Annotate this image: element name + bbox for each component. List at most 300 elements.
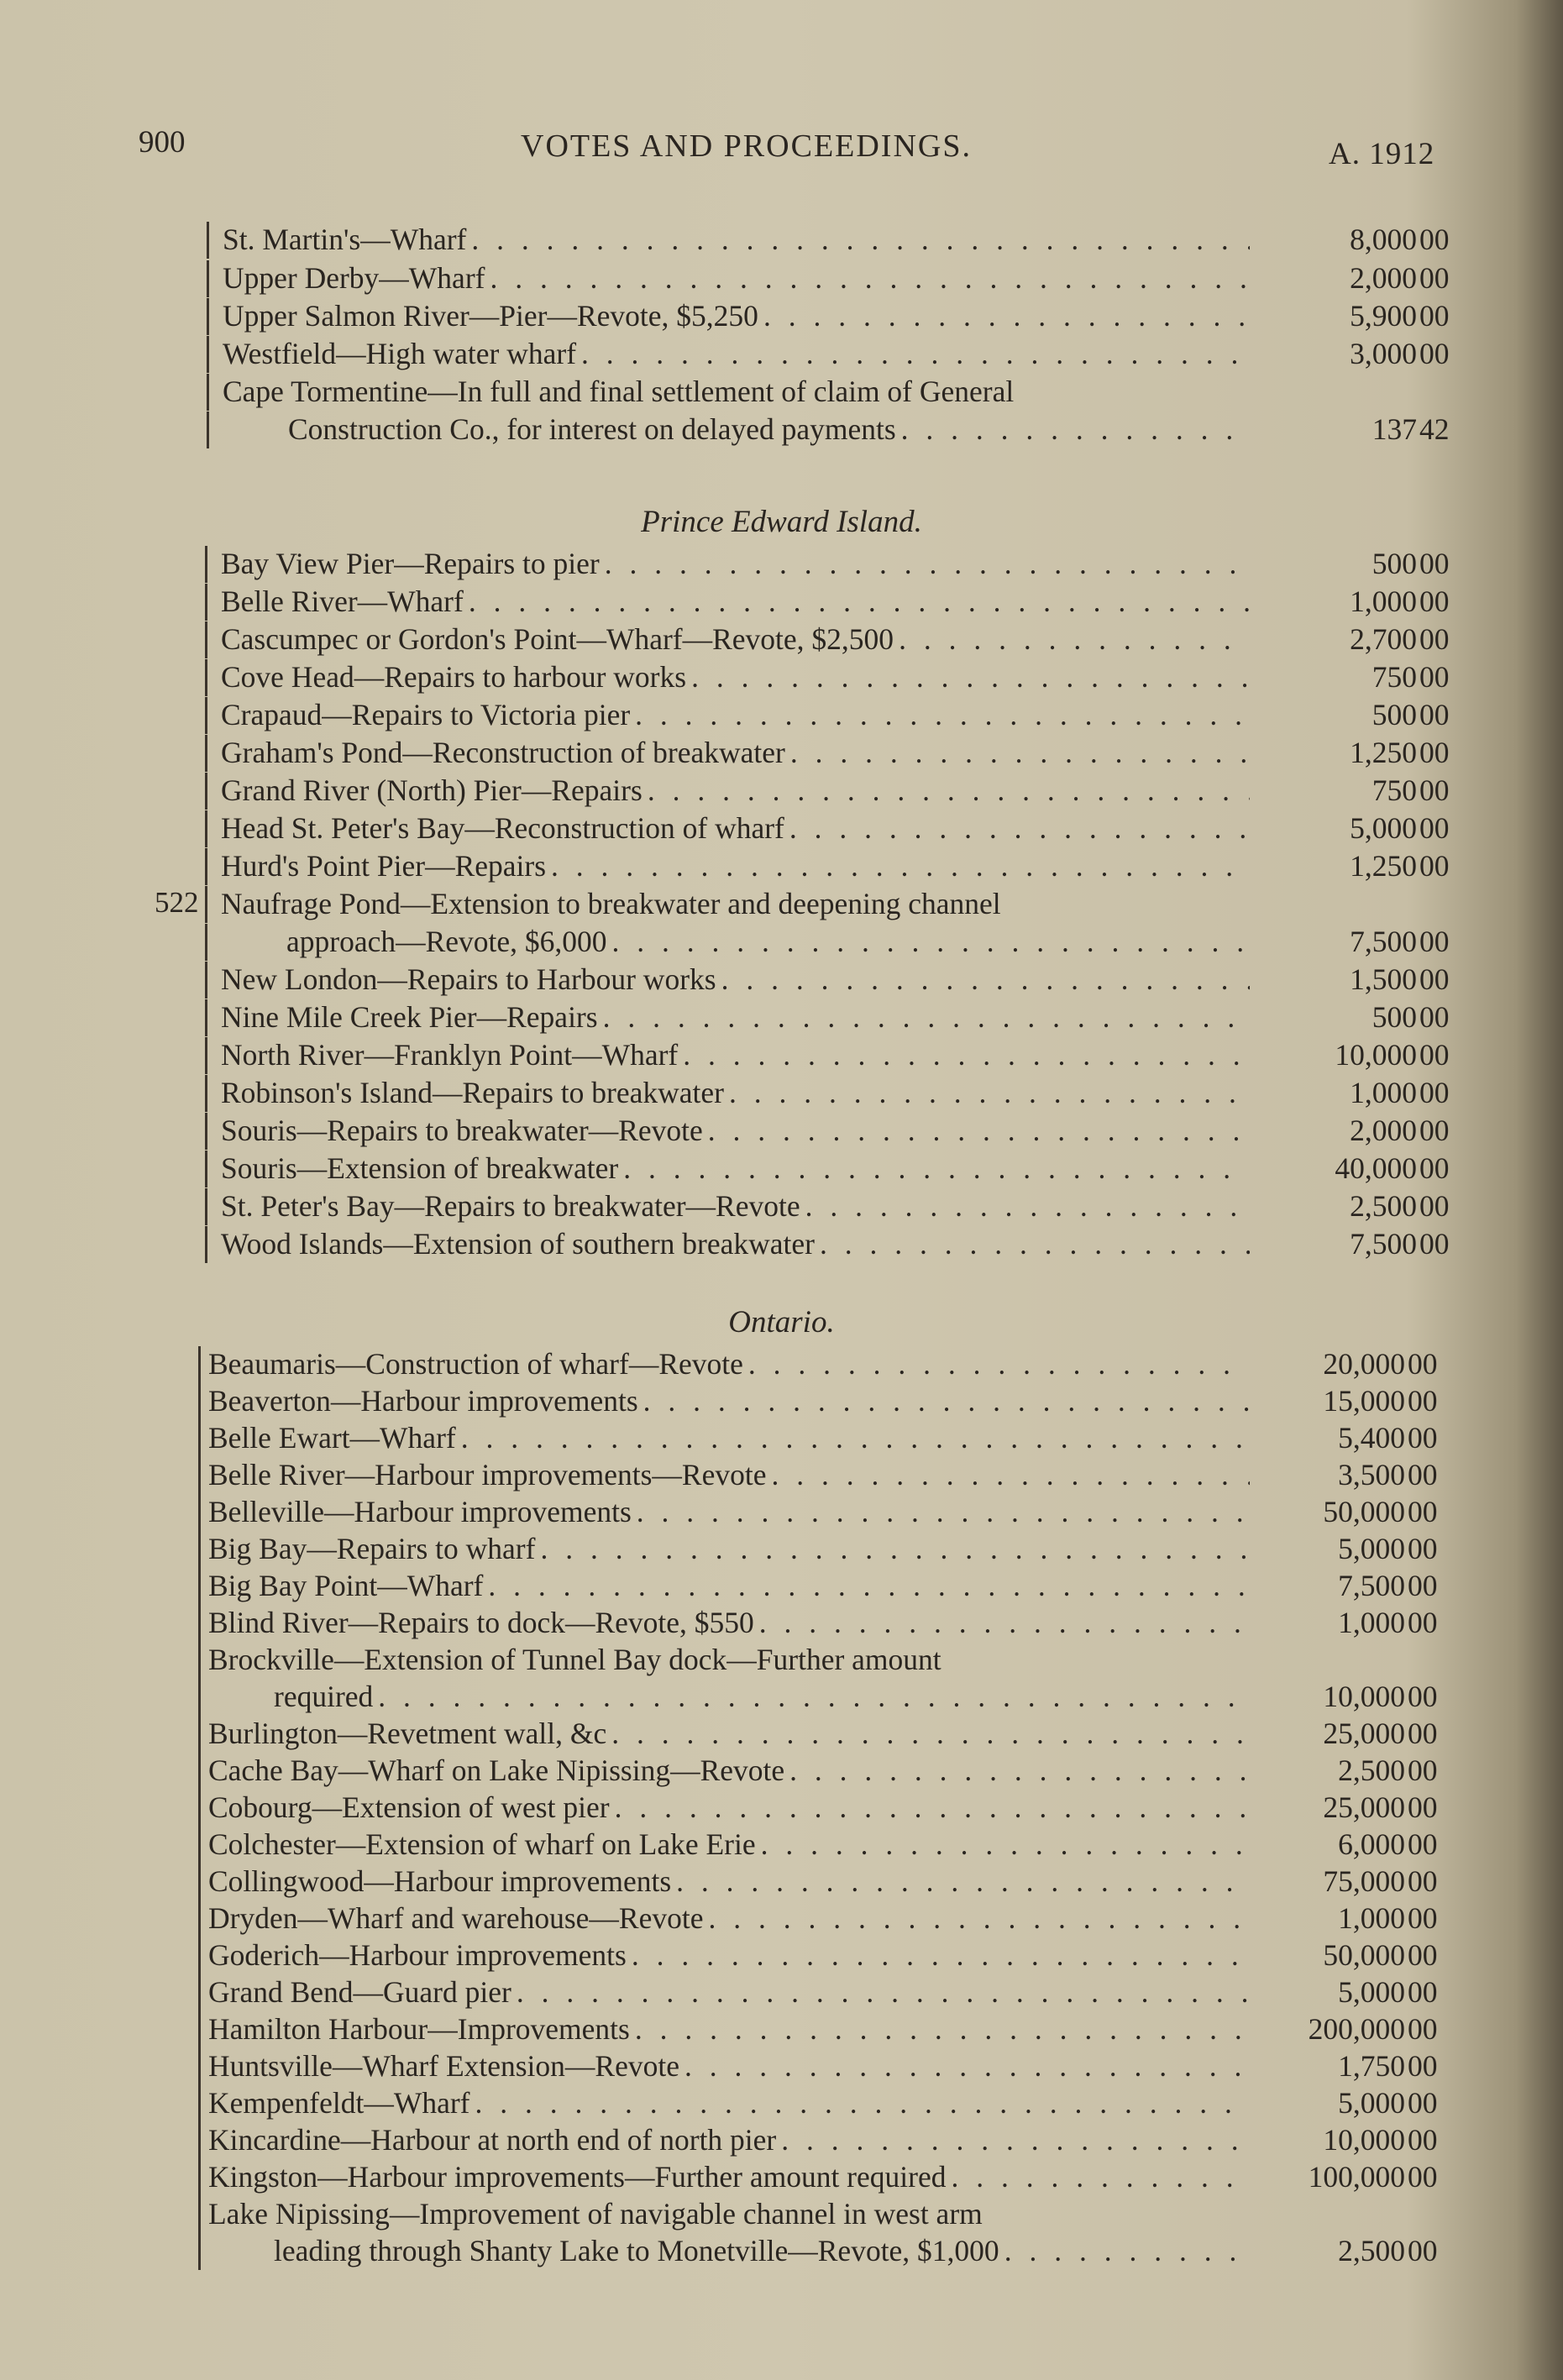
amount-cents: 00: [1408, 1754, 1438, 1787]
amount-cents: 00: [1408, 2234, 1438, 2267]
amount-dollars: 7,500: [1338, 1569, 1405, 1602]
table-row: [0, 962, 1563, 999]
amount-dollars: 3,000: [1350, 337, 1417, 370]
item-description: Burlington—Revetment wall, &c: [208, 1717, 607, 1750]
amount-dollars: 500: [1372, 698, 1417, 731]
amount-cents: 00: [1408, 1458, 1438, 1491]
dot-leader: [754, 1605, 1250, 1640]
brace-line: [205, 810, 207, 847]
amount-dollars: 20,000: [1323, 1347, 1405, 1381]
amount-cents: 00: [1408, 2160, 1438, 2194]
dot-leader: [784, 1753, 1250, 1788]
item-description: Brockville—Extension of Tunnel Bay dock—Further amount: [208, 1643, 941, 1676]
table-row: [0, 546, 1563, 583]
brace-line: [205, 1226, 207, 1263]
dot-leader: [511, 1974, 1250, 2010]
item-description: St. Martin's—Wharf: [223, 223, 467, 256]
item-entry: [221, 1075, 1250, 1110]
brace-line: [205, 1113, 207, 1150]
brace-line: [205, 621, 207, 658]
item-description: Kingston—Harbour improvements—Further amount required: [208, 2160, 947, 2194]
amount-cents: 00: [1408, 1717, 1438, 1750]
amount-cents: 42: [1419, 412, 1450, 446]
item-description: Big Bay—Repairs to wharf: [208, 1532, 536, 1565]
brace-line: [198, 2085, 201, 2122]
amount-dollars: 40,000: [1335, 1151, 1417, 1185]
item-entry: [208, 1974, 1250, 2010]
amount-cents: 00: [1419, 585, 1450, 618]
item-description: Kincardine—Harbour at north end of north pier: [208, 2123, 777, 2157]
dot-leader: [679, 2048, 1250, 2084]
amount-cents: 00: [1408, 1421, 1438, 1455]
item-entry: [208, 1864, 1250, 1899]
amount-dollars: 137: [1372, 412, 1417, 446]
table-row: [0, 810, 1563, 847]
table-row: [0, 374, 1563, 411]
dot-leader: [703, 1900, 1250, 1936]
amount-cents: 00: [1419, 698, 1450, 731]
item-description: Lake Nipissing—Improvement of navigable channel in west arm: [208, 2197, 983, 2231]
amount-dollars: 1,500: [1350, 962, 1417, 996]
amount-cents: 00: [1408, 2086, 1438, 2120]
dot-leader: [600, 546, 1250, 581]
brace-line: [198, 2233, 201, 2270]
margin-reference: 522: [155, 886, 199, 919]
dot-leader: [607, 924, 1250, 959]
dot-leader: [606, 1716, 1250, 1751]
amount-cents: 00: [1419, 1114, 1450, 1147]
section-heading: Prince Edward Island.: [641, 505, 922, 539]
item-entry: [208, 1753, 1250, 1788]
item-entry: [208, 1420, 1250, 1455]
item-description: required: [274, 1680, 374, 1713]
table-row: [0, 1188, 1563, 1225]
amount-cents: 00: [1408, 1680, 1438, 1713]
item-entry: [221, 773, 1250, 808]
amount-dollars: 2,500: [1338, 1754, 1405, 1787]
brace-line: [198, 1790, 201, 1827]
table-row: [0, 2233, 1563, 2270]
table-row: [0, 1864, 1563, 1900]
amount-dollars: 2,000: [1350, 1114, 1417, 1147]
brace-line: [198, 1494, 201, 1531]
item-description: Cache Bay—Wharf on Lake Nipissing—Revote: [208, 1754, 785, 1787]
table-row: [0, 886, 1563, 923]
item-description: Bay View Pier—Repairs to pier: [221, 547, 600, 580]
dot-leader: [373, 1679, 1250, 1714]
item-description: Belle River—Harbour improvements—Revote: [208, 1458, 767, 1491]
amount-cents: 00: [1419, 1076, 1450, 1109]
brace-line: [198, 2159, 201, 2196]
amount-cents: 00: [1408, 1864, 1438, 1898]
brace-line: [198, 2196, 201, 2233]
item-description: Cove Head—Repairs to harbour works: [221, 660, 687, 694]
amount-dollars: 5,000: [1338, 1532, 1405, 1565]
amount-dollars: 75,000: [1323, 1864, 1405, 1898]
brace-line: [205, 1075, 207, 1112]
item-entry: [221, 697, 1250, 732]
item-entry: [274, 1679, 1250, 1714]
brace-line: [205, 659, 207, 696]
item-entry: [223, 260, 1250, 296]
amount-cents: 00: [1419, 622, 1450, 656]
dot-leader: [686, 659, 1250, 695]
item-entry: [221, 1188, 1250, 1224]
item-entry: [208, 1457, 1250, 1492]
brace-line: [198, 1900, 201, 1937]
amount-cents: 00: [1408, 1569, 1438, 1602]
item-description: Goderich—Harbour improvements: [208, 1938, 627, 1972]
table-row: [0, 621, 1563, 658]
table-row: [0, 1346, 1563, 1383]
table-row: [0, 1679, 1563, 1716]
item-entry: [274, 2233, 1250, 2268]
brace-line: [198, 1864, 201, 1900]
table-row: [0, 999, 1563, 1036]
table-row: [0, 735, 1563, 772]
item-description: St. Peter's Bay—Repairs to breakwater—Revote: [221, 1189, 800, 1223]
amount-cents: 00: [1419, 299, 1450, 333]
item-description: Huntsville—Wharf Extension—Revote: [208, 2049, 679, 2083]
item-description: Cascumpec or Gordon's Point—Wharf—Revote, $2,500: [221, 622, 894, 656]
item-description: Hamilton Harbour—Improvements: [208, 2012, 630, 2046]
item-entry: [223, 336, 1250, 371]
amount-cents: 00: [1419, 962, 1450, 996]
item-entry: [208, 1383, 1250, 1418]
item-entry: [208, 1827, 1250, 1862]
item-description: Kempenfeldt—Wharf: [208, 2086, 470, 2120]
table-row: [0, 1420, 1563, 1457]
item-entry: [221, 621, 1250, 657]
dot-leader: [743, 1346, 1250, 1381]
dot-leader: [946, 2159, 1250, 2194]
amount-cents: 00: [1419, 1038, 1450, 1072]
brace-line: [207, 336, 209, 373]
dot-leader: [535, 1531, 1250, 1566]
amount-cents: 00: [1408, 1532, 1438, 1565]
amount-dollars: 6,000: [1338, 1827, 1405, 1861]
amount-dollars: 25,000: [1323, 1790, 1405, 1824]
amount-cents: 00: [1408, 1938, 1438, 1972]
amount-cents: 00: [1419, 660, 1450, 694]
dot-leader: [671, 1864, 1250, 1899]
item-entry: [221, 546, 1250, 581]
item-entry: [223, 374, 1250, 409]
item-description: Souris—Repairs to breakwater—Revote: [221, 1114, 703, 1147]
amount-dollars: 15,000: [1323, 1384, 1405, 1418]
table-row: [0, 1753, 1563, 1790]
table-row: [0, 1937, 1563, 1974]
item-description: Naufrage Pond—Extension to breakwater and deepening channel: [221, 887, 1001, 920]
dot-leader: [638, 1383, 1250, 1418]
amount-cents: 00: [1408, 1790, 1438, 1824]
dot-leader: [756, 1827, 1250, 1862]
item-entry: [288, 412, 1250, 447]
amount-cents: 00: [1419, 811, 1450, 845]
amount-cents: 00: [1408, 1827, 1438, 1861]
item-description: Robinson's Island—Repairs to breakwater: [221, 1076, 724, 1109]
brace-line: [205, 584, 207, 621]
brace-line: [205, 1151, 207, 1187]
amount-dollars: 7,500: [1350, 925, 1417, 958]
item-description: Belle Ewart—Wharf: [208, 1421, 456, 1455]
running-title: VOTES AND PROCEEDINGS.: [521, 128, 972, 164]
amount-dollars: 50,000: [1323, 1938, 1405, 1972]
brace-line: [205, 735, 207, 772]
brace-line: [207, 412, 209, 448]
brace-line: [198, 1642, 201, 1679]
amount-dollars: 5,000: [1338, 2086, 1405, 2120]
dot-leader: [758, 298, 1250, 333]
brace-line: [198, 1716, 201, 1753]
amount-cents: 00: [1419, 736, 1450, 769]
table-row: [0, 2085, 1563, 2122]
amount-cents: 00: [1419, 547, 1450, 580]
item-description: Souris—Extension of breakwater: [221, 1151, 619, 1185]
item-entry: [221, 1113, 1250, 1148]
table-row: [0, 924, 1563, 961]
amount-dollars: 7,500: [1350, 1227, 1417, 1261]
dot-leader: [466, 222, 1250, 257]
item-entry: [221, 1151, 1250, 1186]
item-description: Belleville—Harbour improvements: [208, 1495, 632, 1528]
table-row: [0, 260, 1563, 297]
dot-leader: [618, 1151, 1250, 1186]
amount-cents: 00: [1408, 2012, 1438, 2046]
amount-dollars: 10,000: [1323, 2123, 1405, 2157]
table-row: [0, 2159, 1563, 2196]
dot-leader: [546, 848, 1250, 883]
table-row: [0, 2196, 1563, 2233]
brace-line: [198, 1457, 201, 1494]
brace-line: [207, 222, 209, 259]
table-row: [0, 1457, 1563, 1494]
item-entry: [208, 1937, 1250, 1973]
item-entry: [208, 2159, 1250, 2194]
brace-line: [198, 2048, 201, 2085]
brace-line: [198, 1679, 201, 1716]
dot-leader: [785, 735, 1250, 770]
amount-cents: 00: [1419, 1227, 1450, 1261]
item-entry: [208, 1346, 1250, 1381]
item-entry: [221, 886, 1250, 921]
item-description: North River—Franklyn Point—Wharf: [221, 1038, 679, 1072]
amount-dollars: 5,900: [1350, 299, 1417, 333]
amount-cents: 00: [1419, 849, 1450, 883]
brace-line: [205, 924, 207, 961]
amount-cents: 00: [1419, 261, 1450, 295]
dot-leader: [610, 1790, 1250, 1825]
brace-line: [207, 260, 209, 297]
item-entry: [223, 222, 1250, 257]
brace-line: [198, 1605, 201, 1642]
amount-dollars: 200,000: [1308, 2012, 1405, 2046]
amount-cents: 00: [1419, 223, 1450, 256]
amount-cents: 00: [1419, 773, 1450, 807]
amount-cents: 00: [1408, 2123, 1438, 2157]
amount-dollars: 25,000: [1323, 1717, 1405, 1750]
item-entry: [221, 659, 1250, 695]
dot-leader: [678, 1037, 1250, 1072]
item-entry: [208, 2122, 1250, 2157]
amount-dollars: 1,000: [1338, 1901, 1405, 1935]
brace-line: [205, 773, 207, 810]
brace-line: [205, 962, 207, 999]
amount-cents: 00: [1408, 1495, 1438, 1528]
dot-leader: [776, 2122, 1250, 2157]
session-year: A. 1912: [1329, 137, 1435, 171]
table-row: [0, 1226, 1563, 1263]
amount-dollars: 10,000: [1335, 1038, 1417, 1072]
amount-dollars: 2,500: [1338, 2234, 1405, 2267]
table-row: [0, 2048, 1563, 2085]
amount-dollars: 8,000: [1350, 223, 1417, 256]
item-description: Westfield—High water wharf: [223, 337, 577, 370]
dot-leader: [894, 621, 1250, 657]
brace-line: [198, 1531, 201, 1568]
item-description: Crapaud—Repairs to Victoria pier: [221, 698, 631, 731]
section-heading: Ontario.: [728, 1305, 835, 1339]
amount-dollars: 1,750: [1338, 2049, 1405, 2083]
amount-cents: 00: [1419, 925, 1450, 958]
brace-line: [198, 2122, 201, 2159]
amount-dollars: 3,500: [1338, 1458, 1405, 1491]
dot-leader: [576, 336, 1250, 371]
item-entry: [221, 848, 1250, 883]
dot-leader: [598, 999, 1250, 1035]
item-entry: [208, 1642, 1250, 1677]
brace-line: [198, 1383, 201, 1420]
item-description: Cape Tormentine—In full and final settlement of claim of General: [223, 375, 1015, 408]
brace-line: [205, 999, 207, 1036]
table-row: [0, 412, 1563, 448]
amount-cents: 00: [1408, 1975, 1438, 2009]
item-description: Big Bay Point—Wharf: [208, 1569, 484, 1602]
dot-leader: [703, 1113, 1250, 1148]
amount-dollars: 500: [1372, 547, 1417, 580]
amount-dollars: 500: [1372, 1000, 1417, 1034]
item-description: Nine Mile Creek Pier—Repairs: [221, 1000, 598, 1034]
item-description: Beaumaris—Construction of wharf—Revote: [208, 1347, 743, 1381]
item-description: Upper Derby—Wharf: [223, 261, 485, 295]
item-entry: [208, 2048, 1250, 2084]
brace-line: [198, 1937, 201, 1974]
brace-line: [198, 1346, 201, 1383]
item-description: Belle River—Wharf: [221, 585, 464, 618]
amount-dollars: 2,000: [1350, 261, 1417, 295]
table-row: [0, 1075, 1563, 1112]
brace-line: [205, 886, 207, 923]
table-row: [0, 1151, 1563, 1187]
item-entry: [208, 1716, 1250, 1751]
brace-line: [205, 546, 207, 583]
table-row: [0, 1494, 1563, 1531]
amount-dollars: 50,000: [1323, 1495, 1405, 1528]
brace-line: [205, 697, 207, 734]
brace-line: [198, 1568, 201, 1605]
amount-dollars: 1,250: [1350, 849, 1417, 883]
brace-line: [205, 1188, 207, 1225]
brace-line: [198, 1974, 201, 2011]
dot-leader: [896, 412, 1250, 447]
dot-leader: [724, 1075, 1250, 1110]
item-entry: [208, 2011, 1250, 2047]
amount-cents: 00: [1408, 1606, 1438, 1639]
table-row: [0, 1531, 1563, 1568]
table-row: [0, 1827, 1563, 1864]
item-entry: [221, 584, 1250, 619]
item-description: Grand River (North) Pier—Repairs: [221, 773, 643, 807]
table-row: [0, 298, 1563, 335]
item-description: approach—Revote, $6,000: [286, 925, 607, 958]
dot-leader: [485, 260, 1250, 296]
item-entry: [221, 1226, 1250, 1261]
dot-leader: [999, 2233, 1250, 2268]
page-header: [0, 124, 1563, 175]
table-row: [0, 1113, 1563, 1150]
amount-cents: 00: [1419, 1000, 1450, 1034]
amount-cents: 00: [1419, 1151, 1450, 1185]
dot-leader: [643, 773, 1250, 808]
table-row: [0, 773, 1563, 810]
item-description: Construction Co., for interest on delayed payments: [288, 412, 896, 446]
amount-dollars: 5,000: [1350, 811, 1417, 845]
amount-dollars: 1,000: [1350, 585, 1417, 618]
table-row: [0, 1037, 1563, 1074]
amount-dollars: 5,400: [1338, 1421, 1405, 1455]
table-row: [0, 2011, 1563, 2048]
item-entry: [208, 2196, 1250, 2231]
table-row: [0, 659, 1563, 696]
item-entry: [208, 2085, 1250, 2121]
table-row: [0, 584, 1563, 621]
table-row: [0, 697, 1563, 734]
dot-leader: [815, 1226, 1250, 1261]
table-row: [0, 1716, 1563, 1753]
brace-line: [205, 848, 207, 885]
amount-dollars: 5,000: [1338, 1975, 1405, 2009]
dot-leader: [630, 697, 1250, 732]
amount-dollars: 1,000: [1350, 1076, 1417, 1109]
page-number: 900: [139, 125, 186, 160]
table-row: [0, 1383, 1563, 1420]
item-entry: [208, 1605, 1250, 1640]
brace-line: [198, 1753, 201, 1790]
item-description: Colchester—Extension of wharf on Lake Erie: [208, 1827, 756, 1861]
amount-dollars: 1,000: [1338, 1606, 1405, 1639]
amount-cents: 00: [1408, 1901, 1438, 1935]
table-row: [0, 336, 1563, 373]
dot-leader: [766, 1457, 1250, 1492]
brace-line: [207, 374, 209, 411]
item-entry: [208, 1790, 1250, 1825]
table-row: [0, 1974, 1563, 2011]
dot-leader: [456, 1420, 1250, 1455]
amount-cents: 00: [1408, 2049, 1438, 2083]
item-description: New London—Repairs to Harbour works: [221, 962, 716, 996]
amount-dollars: 2,700: [1350, 622, 1417, 656]
amount-cents: 00: [1419, 1189, 1450, 1223]
table-row: [0, 1790, 1563, 1827]
table-row: [0, 1568, 1563, 1605]
item-description: Wood Islands—Extension of southern breakwater: [221, 1227, 815, 1261]
item-description: leading through Shanty Lake to Monetville—Revote, $1,000: [274, 2234, 999, 2267]
item-entry: [208, 1531, 1250, 1566]
item-description: Blind River—Repairs to dock—Revote, $550: [208, 1606, 754, 1639]
dot-leader: [784, 810, 1250, 846]
dot-leader: [632, 1494, 1250, 1529]
dot-leader: [464, 584, 1250, 619]
